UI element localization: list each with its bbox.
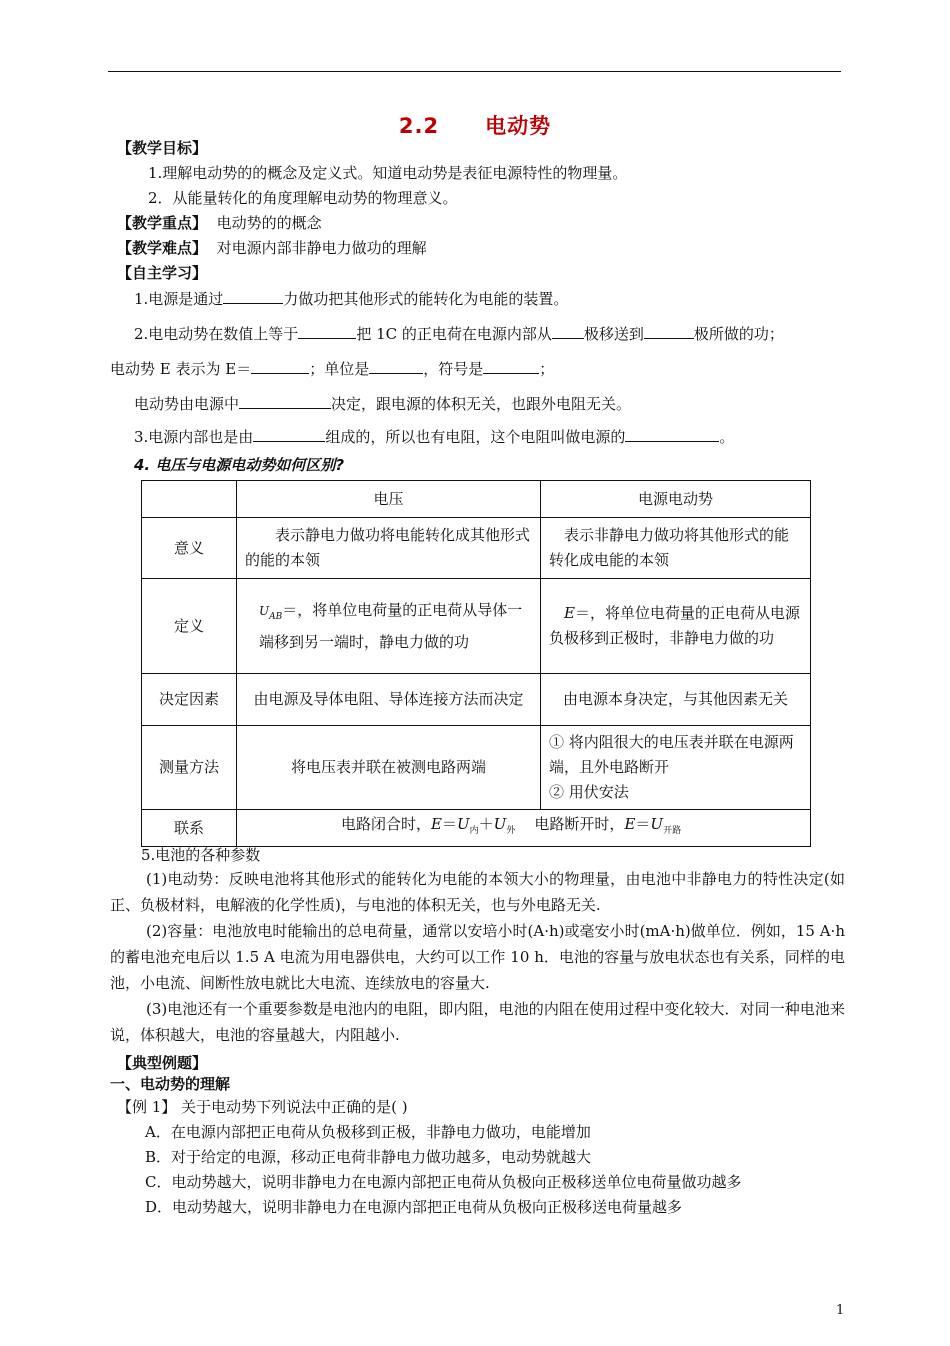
question-4: 4. 电压与电源电动势如何区别?	[134, 456, 345, 474]
example-1-option-d: D．电动势越大，说明非静电力在电源内部把正电荷从负极向正极移送电荷量越多	[145, 1198, 683, 1216]
question-1	[134, 288, 568, 309]
difficulty	[117, 238, 427, 258]
question-2-emf	[110, 358, 554, 379]
table-row-meaning	[142, 518, 811, 579]
cell-meaning-voltage: 表示静电力做功将电能转化成其他形式的能的本领	[237, 518, 541, 579]
battery-para-1: (1)电动势：反映电池将其他形式的能转化为电能的本领大小的物理量，由电池中非静电力的特性决定(如正、负极材料，电解液的化学性质)，与电池的体积无关，也与外电路无关.	[110, 870, 845, 914]
q2e-blank-1[interactable]	[251, 358, 309, 374]
q2e-blank-2[interactable]	[369, 358, 423, 374]
q2-blank-3[interactable]	[644, 323, 694, 339]
battery-heading: 5.电池的各种参数	[141, 846, 261, 864]
header-emf: 电源电动势	[541, 481, 811, 518]
relation-u-1: U	[456, 815, 470, 833]
page-number: 1	[836, 1303, 845, 1318]
symbol-e: E	[564, 604, 575, 622]
cell-definition-emf	[541, 579, 811, 674]
question-2-source	[134, 393, 631, 414]
title-number: 2.2	[398, 114, 440, 138]
table-header-row	[142, 481, 811, 518]
relation-plus: ＋	[478, 815, 494, 833]
q3-blank-2[interactable]	[625, 426, 719, 442]
q2e-text-d: ；	[539, 360, 555, 378]
key-point	[117, 213, 322, 233]
example-1-option-b: B．对于给定的电源，移动正电荷非静电力做功越多，电动势就越大	[145, 1148, 592, 1166]
cell-factor-voltage: 由电源及导体电阻、导体连接方法而决定	[237, 674, 541, 726]
self-study-label: 【自主学习】	[117, 264, 208, 282]
q2-text-b: 把 1C 的正电荷在电源内部从	[356, 325, 552, 343]
difficulty-text: 对电源内部非静电力做功的理解	[216, 239, 427, 257]
q2-text-a: 2.电电动势在数值上等于	[134, 325, 299, 343]
q1-text-a: 1.电源是通过	[134, 290, 224, 308]
examples-label: 【典型例题】	[117, 1054, 208, 1072]
definition-emf-text: ＝，将单位电荷量的正电荷从电源负极移到正极时，非静电力做的功	[549, 604, 800, 647]
example-1-option-c: C．电动势越大，说明非静电力在电源内部把正电荷从负极向正极移送单位电荷量做功越多	[145, 1173, 742, 1191]
relation-sub-outer: 外	[506, 826, 516, 836]
goals-label: 【教学目标】	[117, 139, 208, 157]
cell-definition-voltage	[237, 579, 541, 674]
q3-blank-1[interactable]	[253, 426, 325, 442]
q1-text-b: 力做功把其他形式的能转化为电能的装置。	[283, 290, 569, 308]
q2f-text-b: 决定，跟电源的体积无关，也跟外电阻无关。	[331, 395, 632, 413]
q2-text-c: 极移送到	[583, 325, 644, 343]
row-label-relation: 联系	[142, 810, 237, 847]
relation-sub-open: 开路	[663, 826, 682, 836]
q2-blank-1[interactable]	[298, 323, 356, 339]
relation-u-2: U	[493, 815, 507, 833]
measure-emf-method-1: ① 将内阻很大的电压表并联在电源两端，且外电路断开	[549, 733, 794, 776]
q2e-blank-3[interactable]	[483, 358, 539, 374]
cell-meaning-emf: 表示非静电力做功将其他形式的能转化成电能的本领	[541, 518, 811, 579]
example-1-option-a: A．在电源内部把正电荷从负极移到正极，非静电力做功，电能增加	[145, 1123, 591, 1141]
q2f-blank[interactable]	[239, 393, 331, 409]
q2-blank-2[interactable]	[552, 323, 584, 339]
header-rule	[108, 71, 841, 72]
q3-text-b: 组成的，所以也有电阻，这个电阻叫做电源的	[325, 428, 626, 446]
row-label-meaning: 意义	[142, 518, 237, 579]
relation-u-3: U	[650, 815, 664, 833]
q2e-text-b: ；单位是	[309, 360, 370, 378]
examples-section: 一、电动势的理解	[110, 1075, 231, 1093]
q3-text-a: 3.电源内部也是由	[134, 428, 254, 446]
row-label-definition: 定义	[142, 579, 237, 674]
symbol-u: U	[259, 603, 270, 618]
cell-measure-voltage: 将电压表并联在被测电路两端	[237, 726, 541, 810]
q2e-text-a: 电动势 E 表示为 E＝	[110, 360, 252, 378]
question-3	[134, 426, 734, 447]
header-voltage: 电压	[237, 481, 541, 518]
relation-e-2: E	[624, 815, 636, 833]
question-2	[134, 323, 784, 344]
battery-para-2: (2)容量：电池放电时能输出的总电荷量，通常以安培小时(A·h)或毫安小时(mA·h)做单位．例如，15 A·h 的蓄电池充电后以 1.5 A 电流为用电器供电，大约可以工作 10 h．电池的容量与放电状态也有关系，同样的电池，小电流、间断性放电就比大电流、连续放电的容量大.	[110, 922, 845, 992]
table-row-definition	[142, 579, 811, 674]
goal-item-2: 2．从能量转化的角度理解电动势的物理意义。	[148, 189, 458, 207]
cell-relation	[237, 810, 811, 847]
relation-closed-prefix: 电路闭合时，	[341, 815, 432, 833]
q3-text-c: 。	[719, 428, 735, 446]
symbol-u-sub: AB	[269, 611, 283, 622]
cell-measure-emf	[541, 726, 811, 810]
q2-text-d: 极所做的功；	[693, 325, 784, 343]
relation-open-prefix: 电路断开时，	[534, 815, 625, 833]
key-point-text: 电动势的的概念	[216, 214, 322, 232]
definition-voltage-text: ＝，将单位电荷量的正电荷从导体一端移到另一端时，静电力做的功	[259, 600, 523, 651]
table-row-relation	[142, 810, 811, 847]
relation-sub-inner: 内	[469, 826, 479, 836]
goal-item-1: 1.理解电动势的的概念及定义式。知道电动势是表征电源特性的物理量。	[148, 164, 628, 182]
relation-eq-1: ＝	[441, 815, 457, 833]
cell-factor-emf: 由电源本身决定，与其他因素无关	[541, 674, 811, 726]
q2f-text-a: 电动势由电源中	[134, 395, 240, 413]
title-text: 电动势	[485, 114, 552, 138]
table-row-factor	[142, 674, 811, 726]
header-blank-cell	[142, 481, 237, 518]
relation-e-1: E	[431, 815, 442, 833]
table-row-measure	[142, 726, 811, 810]
page-title	[0, 110, 950, 140]
relation-eq-2: ＝	[635, 815, 651, 833]
example-1-question: 【例 1】 关于电动势下列说法中正确的是( )	[117, 1098, 408, 1116]
q1-blank[interactable]	[223, 288, 283, 304]
key-point-label: 【教学重点】	[117, 214, 208, 232]
measure-emf-method-2: ② 用伏安法	[549, 783, 629, 801]
difficulty-label: 【教学难点】	[117, 239, 208, 257]
row-label-factor: 决定因素	[142, 674, 237, 726]
row-label-measure: 测量方法	[142, 726, 237, 810]
q2e-text-c: ，符号是	[423, 360, 484, 378]
comparison-table	[141, 480, 811, 847]
battery-para-3: (3)电池还有一个重要参数是电池内的电阻，即内阻，电池的内阻在使用过程中变化较大．对同一种电池来说，体积越大，电池的容量越大，内阻越小.	[110, 1000, 845, 1044]
